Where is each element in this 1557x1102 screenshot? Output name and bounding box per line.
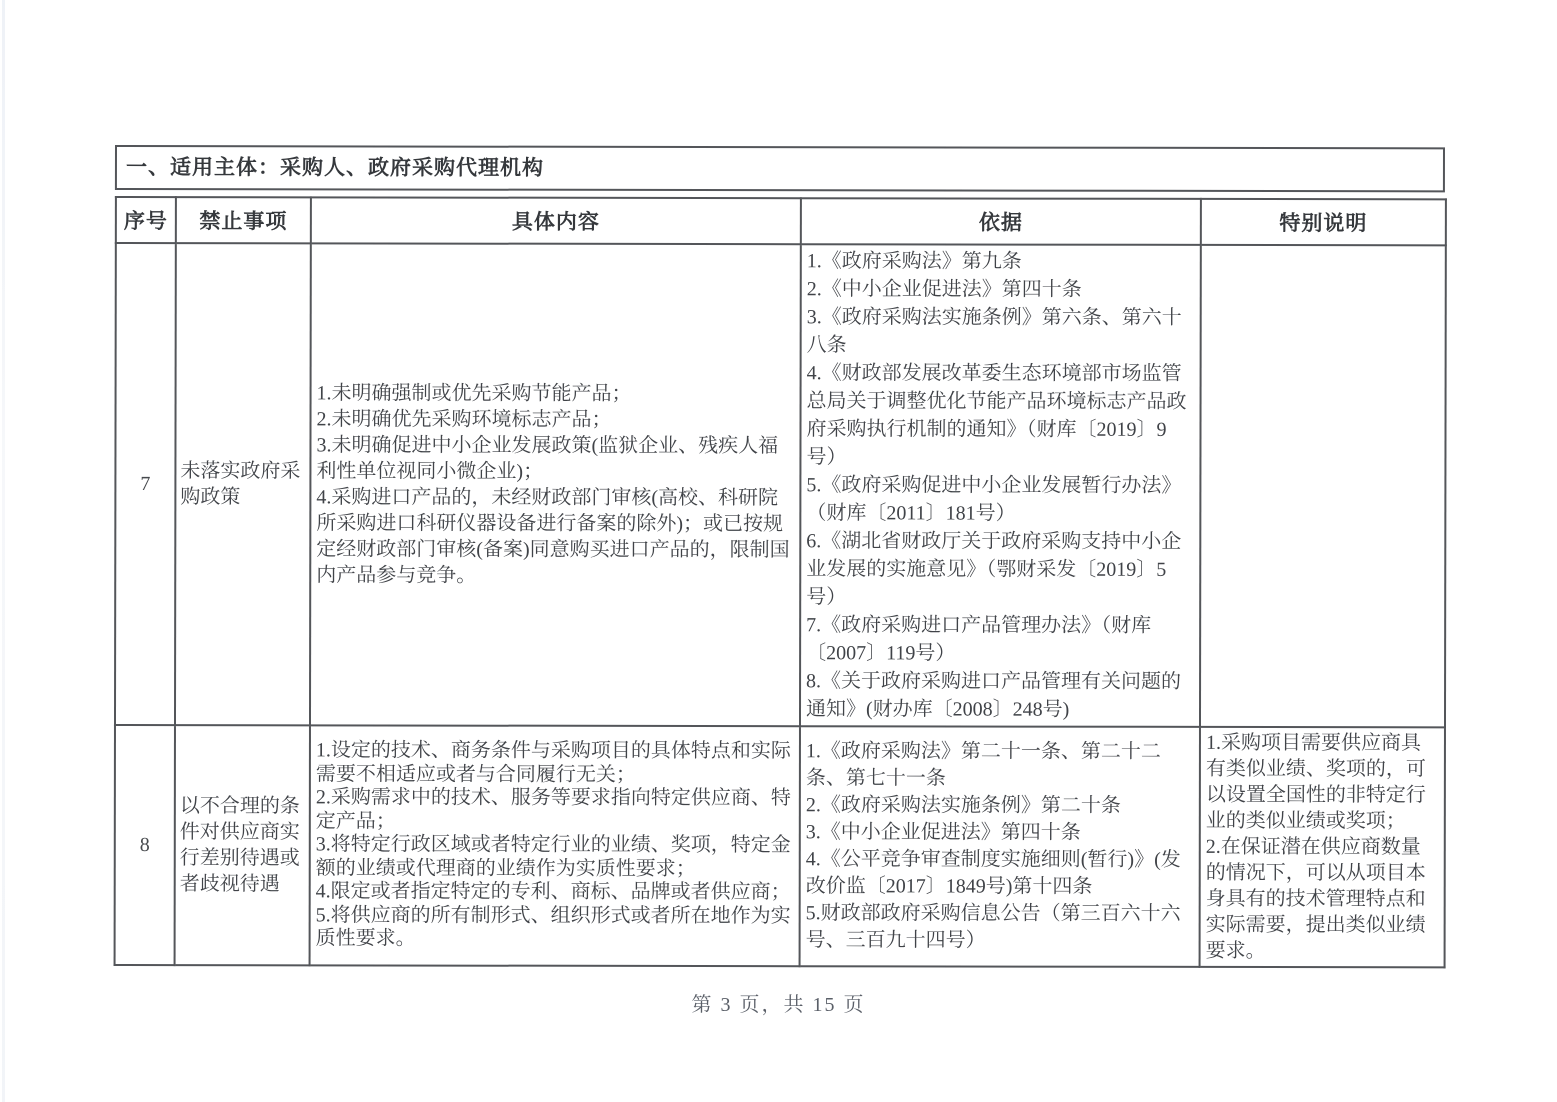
row8-details: 1.设定的技术、商务条件与采购项目的具体特点和实际需要不相适应或者与合同履行无关； 2.采购需求中的技术、服务等要求指向特定供应商、特定产品； 3.将特定行政区域或者特定行业的业绩、奖项，特定金额的业绩或代理商的业绩作为实质性要求； 4.限定或者指定特定的专利、商标、品牌或者供应商； 5.将供应商的所有制形式、组织形式或者所在地作为实质性要求。 bbox=[310, 725, 800, 966]
col-header-prohibited-item: 禁止事项 bbox=[176, 197, 311, 243]
prohibitions-table bbox=[114, 196, 1447, 968]
row8-special-note: 1.采购项目需要供应商具有类似业绩、奖项的，可以设置全国性的非特定行业的类似业绩或奖项； 2.在保证潜在供应商数量的情况下，可以从项目本身具有的技术管理特点和实际需要，提出类似业绩要求。 bbox=[1200, 727, 1445, 967]
row7-details: 1.未明确强制或优先采购节能产品； 2.未明确优先采购环境标志产品； 3.未明确促进中小企业发展政策(监狱企业、残疾人福利性单位视同小微企业)； 4.采购进口产品的，未经财政部门审核(高校、科研院所采购进口科研仪器设备进行备案的除外)；或已按规定经财政部门审核(备案)同意购买进口产品的，限制国内产品参与竞争。 bbox=[310, 243, 801, 726]
row8-basis: 1.《政府采购法》第二十一条、第二十二条、第七十一条 2.《政府采购法实施条例》第二十条 3.《中小企业促进法》第四十条 4.《公平竞争审查制度实施细则(暂行)》(发改价监〔2017〕1849号)第十四条 5.财政部政府采购信息公告（第三百六十六号、三百九十四号） bbox=[800, 726, 1200, 967]
section-title: 一、适用主体：采购人、政府采购代理机构 bbox=[115, 145, 1445, 192]
row7-prohibited-item: 未落实政府采购政策 bbox=[175, 243, 311, 725]
table-header-row bbox=[116, 197, 1446, 245]
col-header-details: 具体内容 bbox=[311, 197, 801, 244]
row7-basis: 1.《政府采购法》第九条 2.《中小企业促进法》第四十条 3.《政府采购法实施条例》第六条、第六十八条 4.《财政部发展改革委生态环境部市场监管总局关于调整优化节能产品环境标志产品政府采购执行机制的通知》（财库〔2019〕9号） 5.《政府采购促进中小企业发展暂行办法》（财库〔2011〕181号） 6.《湖北省财政厅关于政府采购支持中小企业发展的实施意见》（鄂财采发〔2019〕5号） 7.《政府采购进口产品管理办法》（财库〔2007〕119号） 8.《关于政府采购进口产品管理有关问题的通知》(财办库〔2008〕248号) bbox=[800, 244, 1201, 727]
row8-prohibited-item: 以不合理的条件对供应商实行差别待遇或者歧视待遇 bbox=[175, 725, 310, 965]
page-footer: 第 3 页，共 15 页 bbox=[691, 994, 866, 1016]
scan-edge-artifact bbox=[2, 0, 5, 1102]
table-row-7 bbox=[115, 243, 1446, 727]
row7-special-note bbox=[1200, 245, 1446, 727]
row7-seq: 7 bbox=[115, 243, 176, 725]
col-header-special-note: 特别说明 bbox=[1201, 199, 1446, 245]
document-page bbox=[114, 145, 1445, 968]
row8-seq: 8 bbox=[115, 725, 175, 965]
col-header-seq: 序号 bbox=[116, 197, 176, 243]
col-header-basis: 依据 bbox=[801, 198, 1201, 245]
table-row-8 bbox=[115, 725, 1445, 967]
